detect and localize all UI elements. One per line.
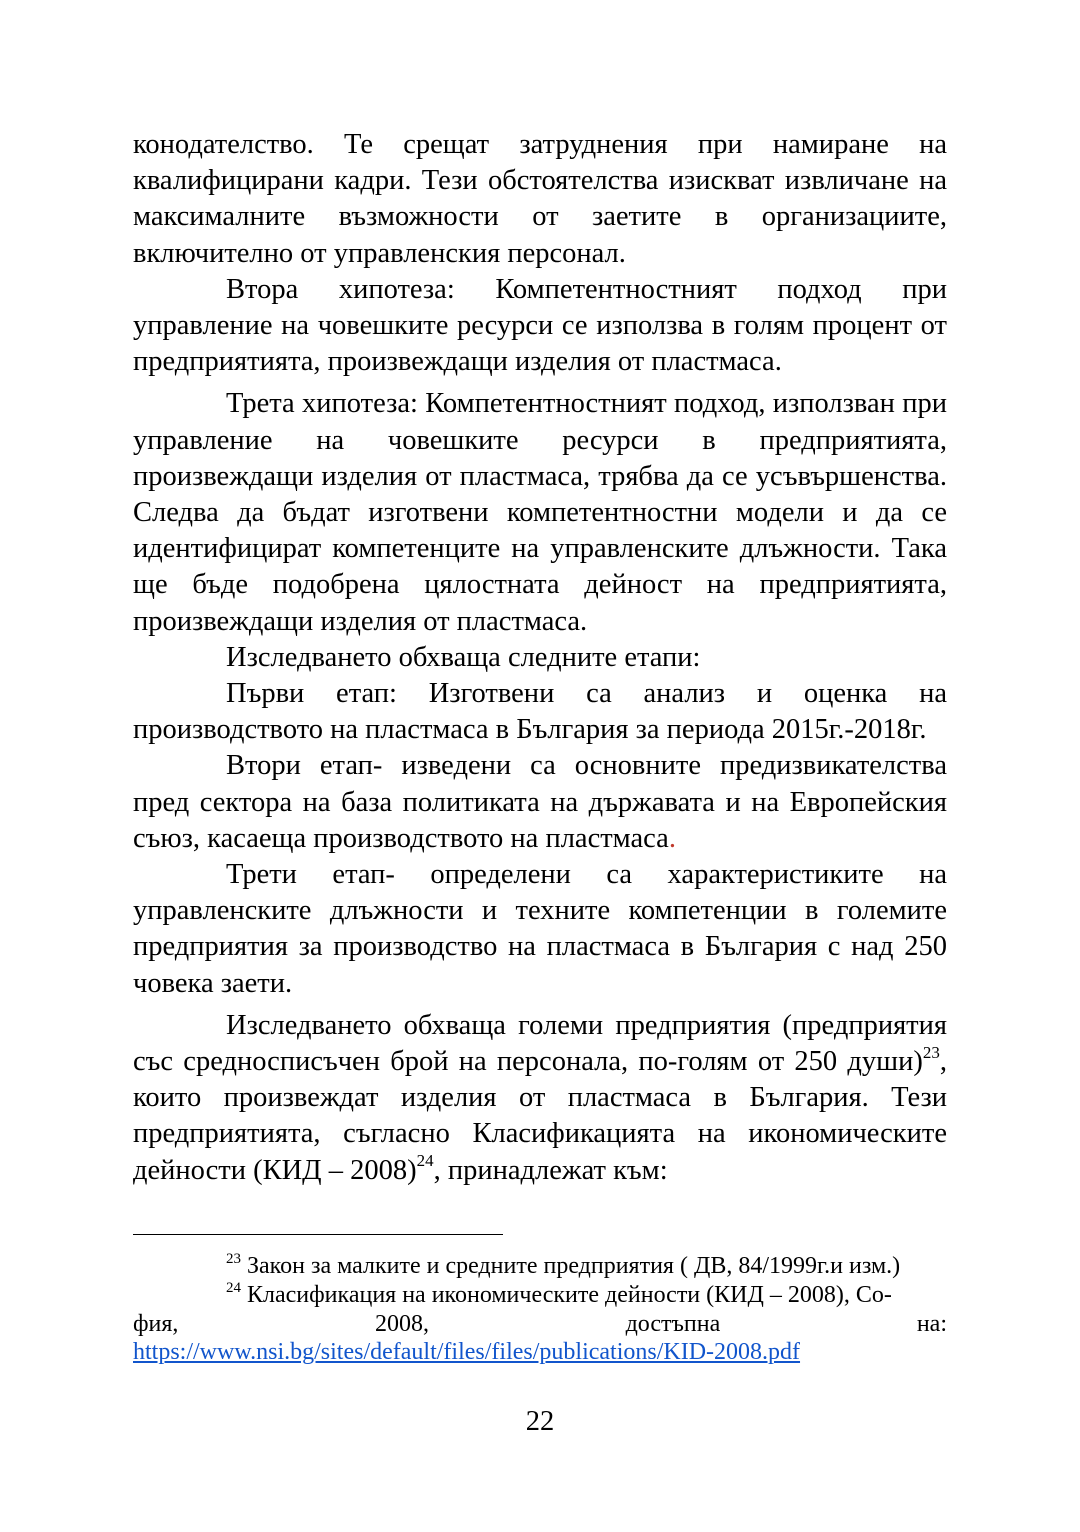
paragraph-6-text: Втори етап- изведени са основните предизвикателства пред сектора на база политиката на държавата и на Европейския съюз, касаеща производството на пластмаса	[133, 750, 947, 854]
paragraph-2	[133, 272, 947, 381]
footnote-ref-23[interactable]: 23	[922, 1042, 940, 1062]
paragraph-5	[133, 676, 947, 748]
footnote-separator	[133, 1234, 503, 1235]
footnote-24-word: фия,	[133, 1310, 179, 1337]
footnote-24-line-2	[133, 1310, 947, 1339]
footnote-24-word: 2008,	[375, 1310, 429, 1337]
paragraph-1	[133, 127, 947, 272]
footnote-ref-24[interactable]: 24	[416, 1151, 434, 1171]
paragraph-3	[133, 386, 947, 639]
footnote-23-number: 23	[226, 1251, 241, 1267]
footnote-23	[133, 1252, 947, 1281]
paragraph-7-text: Трети етап- определени са характеристиките на управленските длъжности и техните компетенции в големите предприятия за производство на пластмаса в България с над 250 човека заети.	[133, 859, 947, 999]
footnotes	[133, 1252, 947, 1367]
paragraph-8-text-b: , които произвеждат изделия от пластмаса в България. Тези предприятията, съгласно Класификацията на икономическите дейности (КИД – 2008)	[133, 1046, 947, 1186]
paragraph-3-text: Трета хипотеза: Компетентностният подход, използван при управление на човешките ресурси в предприятията, произвеждащи изделия от пластмаса, трябва да се усъвършенства. Следва да бъдат изготвени компетентностни модели и да се идентифицират компетенците на управленските длъжности. Така ще бъде подобрена цялостната дейност на предприятията, произвеждащи изделия от пластмаса.	[133, 388, 947, 637]
paragraph-4	[133, 640, 947, 676]
paragraph-6	[133, 748, 947, 857]
footnote-24-number: 24	[226, 1279, 241, 1296]
paragraph-8-text-c: , принадлежат към:	[433, 1154, 668, 1186]
footnote-24-word: достъпна	[625, 1310, 721, 1337]
paragraph-8-text-a: Изследването обхваща големи предприятия (предприятия със средносписъчен брой на персонала, по-голям от 250 души)	[133, 1009, 947, 1078]
paragraph-7	[133, 857, 947, 1002]
paragraph-5-text: Първи етап: Изготвени са анализ и оценка на производството на пластмаса в България за периода 2015г.-2018г.	[133, 678, 947, 746]
footnote-24	[133, 1281, 947, 1310]
paragraph-8	[133, 1008, 947, 1189]
nsi-link[interactable]: https://www.nsi.bg/sites/default/files/files/publications/KID-2008.pdf	[133, 1339, 801, 1366]
paragraph-1-text: конодателство. Те срещат затруднения при намиране на квалифицирани кадри. Тези обстоятелства изискват извличане на максималните възможности от заетите в организациите, включително от управленския персонал.	[133, 129, 947, 269]
footnote-23-text: Закон за малките и средните предприятия ( ДВ, 84/1999г.и изм.)	[241, 1253, 901, 1279]
page-number: 22	[525, 1406, 555, 1437]
main-text	[133, 127, 947, 1189]
footnote-24-text: Класификация на икономическите дейности (КИД – 2008), Со-	[241, 1281, 892, 1308]
footnote-24-link-line	[133, 1338, 947, 1367]
paragraph-4-text: Изследването обхваща следните етапи:	[226, 641, 701, 673]
footnote-24-word: на:	[916, 1310, 947, 1337]
paragraph-6-period: .	[668, 822, 676, 854]
paragraph-2-text: Втора хипотеза: Компетентностният подход при управление на човешките ресурси се използва в голям процент от предприятията, произвеждащи изделия от пластмаса.	[133, 273, 947, 378]
